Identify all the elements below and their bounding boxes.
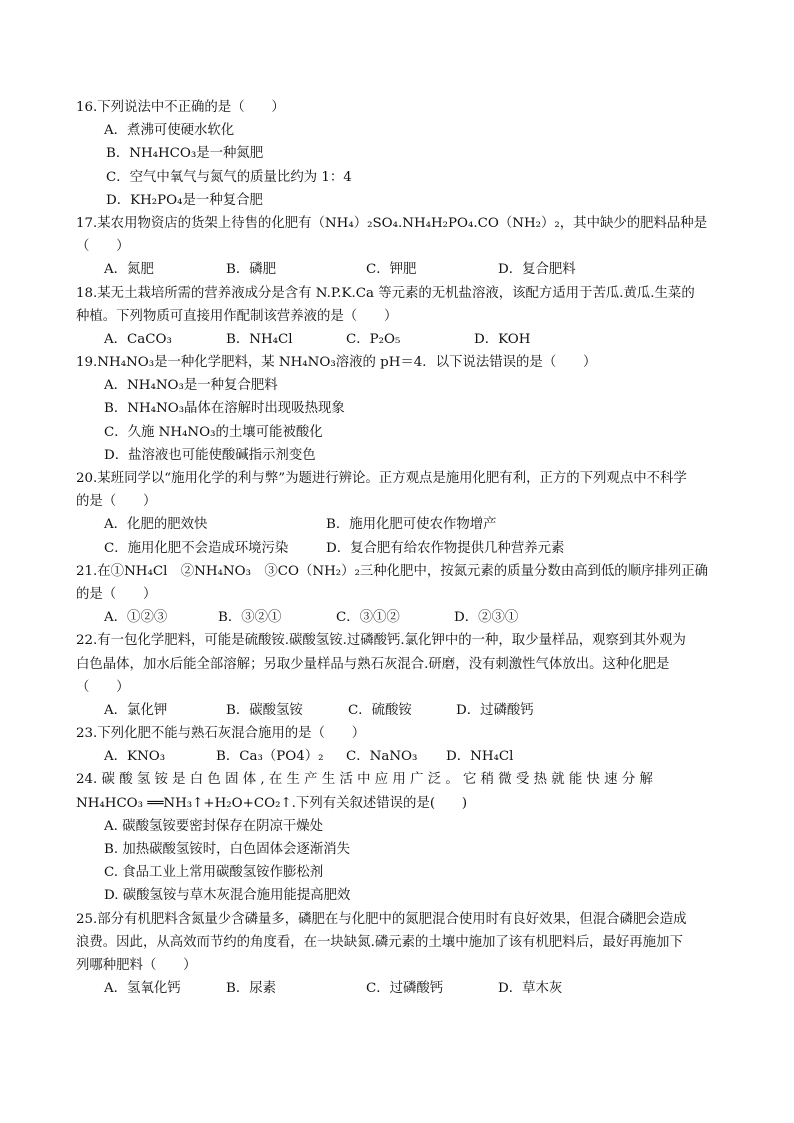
answer-option: A．化肥的肥效快 — [104, 517, 208, 533]
answer-option: A．煮沸可使硬水软化 — [104, 123, 235, 139]
question — [76, 768, 726, 907]
answer-option-row — [76, 606, 726, 629]
answer-option: C．NaNO₃ — [346, 749, 418, 765]
question — [76, 212, 726, 282]
answer-option: A．氮肥 — [104, 262, 154, 278]
answer-option: D．NH₄Cl — [446, 749, 514, 765]
answer-option: D．盐溶液也可能使酸碱指示剂变色 — [104, 447, 316, 463]
answer-option: A．氯化钾 — [104, 702, 168, 718]
question — [76, 560, 726, 630]
answer-option-row — [76, 258, 726, 281]
question-stem: 列哪种肥料（ ） — [76, 957, 197, 973]
answer-option: D．②③① — [454, 610, 519, 626]
question-stem: 19.NH₄NO₃是一种化学肥料，某 NH₄NO₃溶液的 pH＝4．以下说法错误的是（ ） — [76, 355, 597, 371]
question — [76, 282, 726, 352]
answer-option: D．KOH — [474, 331, 531, 347]
answer-option: C．钾肥 — [366, 262, 417, 278]
answer-option-row — [76, 745, 726, 768]
answer-option: A．CaCO₃ — [104, 331, 172, 347]
answer-option: B．尿素 — [226, 981, 277, 997]
question-stem: 浪费。因此，从高效而节约的角度看，在一块缺氮.磷元素的土壤中施加了该有机肥料后，最好再施加下 — [76, 934, 683, 950]
question — [76, 629, 726, 722]
answer-option: C．空气中氧气与氮气的质量比约为 1：4 — [106, 169, 352, 185]
answer-option: D．草木灰 — [498, 981, 563, 997]
answer-option: A．①②③ — [104, 610, 168, 626]
answer-option: C．久施 NH₄NO₃的土壤可能被酸化 — [104, 424, 323, 440]
answer-option-row — [76, 977, 726, 1000]
answer-option: A．氢氧化钙 — [104, 981, 181, 997]
question-stem: 种植。下列物质可直接用作配制该营养液的是（ ） — [76, 308, 398, 324]
question — [76, 351, 726, 467]
question-stem: 22.有一包化学肥料，可能是硫酸铵.碳酸氢铵.过磷酸钙.氯化钾中的一种，取少量样品，观察到其外观为 — [76, 633, 686, 649]
question-stem: 21.在①NH₄Cl ②NH₄NO₃ ③CO（NH₂）₂三种化肥中，按氮元素的质量分数由高到低的顺序排列正确 — [76, 563, 709, 579]
question-stem: 的是（ ） — [76, 586, 157, 602]
answer-option: D．复合肥料 — [498, 262, 576, 278]
answer-option: C．③①② — [336, 610, 400, 626]
answer-option: B．碳酸氢铵 — [226, 702, 303, 718]
answer-option-row — [76, 699, 726, 722]
answer-option: D．KH₂PO₄是一种复合肥 — [106, 192, 263, 208]
question-stem: 23.下列化肥不能与熟石灰混合施用的是（ ） — [76, 726, 366, 742]
question-list — [76, 96, 726, 1000]
question-stem: （ ） — [76, 679, 130, 695]
question — [76, 467, 726, 560]
answer-option: B．③②① — [218, 610, 282, 626]
answer-option: D．过磷酸钙 — [456, 702, 534, 718]
question-stem: 25.部分有机肥料含氮量少含磷量多，磷肥在与化肥中的氮肥混合使用时有良好效果，但混合磷肥会造成 — [76, 911, 687, 927]
answer-option: D．复合肥有给农作物提供几种营养元素 — [326, 540, 565, 556]
question-stem: NH₄HCO₃ ══NH₃↑+H₂O+CO₂↑.下列有关叙述错误的是( ) — [76, 795, 468, 811]
answer-option: B．NH₄Cl — [226, 331, 293, 347]
question-stem: （ ） — [76, 239, 130, 255]
answer-option: C．P₂O₅ — [346, 331, 401, 347]
question-stem: 18.某无土栽培所需的营养液成分是含有 N.P.K.Ca 等元素的无机盐溶液，该配方适用于苦瓜.黄瓜.生菜的 — [76, 285, 695, 301]
answer-option: C．施用化肥不会造成环境污染 — [104, 540, 289, 556]
question — [76, 908, 726, 1001]
answer-option-row — [76, 537, 726, 560]
question-stem: 的是（ ） — [76, 494, 157, 510]
question-stem: 白色晶体，加水后能全部溶解；另取少量样品与熟石灰混合.研磨，没有刺激性气体放出。这种化肥是 — [76, 656, 670, 672]
answer-option: A．KNO₃ — [104, 749, 166, 765]
question-stem: 17.某农用物资店的货架上待售的化肥有（NH₄）₂SO₄.NH₄H₂PO₄.CO（NH₂）₂，其中缺少的肥料品种是 — [76, 215, 708, 231]
answer-option: C. 食品工业上常用碳酸氢铵作膨松剂 — [104, 865, 324, 881]
question-stem: 24. 碳 酸 氢 铵 是 白 色 固 体 , 在 生 产 生 活 中 应 用 广 泛 。 它 稍 微 受 热 就 能 快 速 分 解 — [76, 772, 653, 788]
answer-option: C．硫酸铵 — [348, 702, 412, 718]
question — [76, 722, 726, 768]
question — [76, 96, 726, 212]
answer-option: B. 加热碳酸氢铵时，白色固体会逐渐消失 — [104, 842, 350, 857]
answer-option: B．NH₄HCO₃是一种氮肥 — [106, 146, 264, 162]
answer-option: C．过磷酸钙 — [366, 981, 444, 997]
answer-option: B．NH₄NO₃晶体在溶解时出现吸热现象 — [104, 401, 345, 417]
question-stem: 20.某班同学以“施用化学的利与弊”为题进行辨论。正方观点是施用化肥有利，正方的下列观点中不科学 — [76, 471, 687, 486]
answer-option: B．施用化肥可使农作物增产 — [326, 517, 497, 533]
answer-option: A．NH₄NO₃是一种复合肥料 — [104, 378, 278, 394]
answer-option: D. 碳酸氢铵与草木灰混合施用能提高肥效 — [104, 888, 351, 904]
answer-option-row — [76, 328, 726, 351]
question-stem: 16.下列说法中不正确的是（ ） — [76, 100, 285, 115]
answer-option: B．磷肥 — [226, 262, 277, 278]
answer-option: A. 碳酸氢铵要密封保存在阴凉干燥处 — [104, 818, 324, 834]
answer-option: B．Ca₃（PO4）₂ — [216, 749, 324, 765]
answer-option-row — [76, 513, 726, 536]
